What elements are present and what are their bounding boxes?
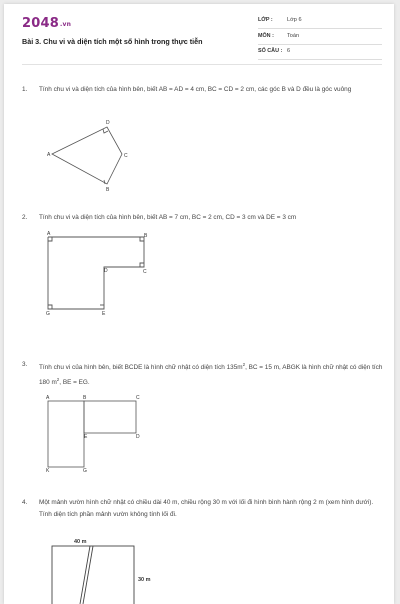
- question-number: 4.: [22, 499, 28, 506]
- label-A: A: [47, 152, 51, 158]
- question-text: Tính chu vi và diện tích của hình bên, biết AB = 7 cm, BC = 2 cm, CD = 3 cm và DE = 3 cm: [39, 214, 297, 221]
- label-E: E: [84, 434, 88, 440]
- path-edge: [80, 546, 90, 604]
- right-angle-mark: [104, 180, 105, 184]
- question-text: Tính chu vi và diện tích của hình bên, biết AB = AD = 4 cm, BC = CD = 2 cm, các góc B và D đều là góc vuông: [39, 86, 352, 93]
- label-B: B: [106, 187, 110, 193]
- superscript: 2: [242, 362, 246, 367]
- figure-4-garden: [52, 546, 134, 604]
- right-angle-mark: [103, 129, 108, 133]
- right-angle-mark: [48, 237, 52, 241]
- label-A: A: [47, 231, 51, 237]
- meta-value-subject: Toán: [287, 33, 300, 39]
- label-G: G: [83, 468, 87, 474]
- label-A: A: [46, 395, 50, 401]
- worksheet-page: [4, 4, 394, 604]
- text-part: Tính chu vi của hình bên, biết BCDE là hình chữ nhật có diện tích 135m: [39, 364, 243, 372]
- label-D: D: [104, 268, 108, 274]
- right-angle-mark: [48, 305, 52, 309]
- meta-label-subject: MÔN :: [258, 33, 274, 39]
- figures-layer: [4, 4, 394, 604]
- question-number: 1.: [22, 86, 28, 93]
- length-label: 40 m: [74, 539, 87, 545]
- meta-label-count: SỐ CÂU :: [258, 48, 283, 54]
- meta-label-class: LỚP :: [258, 17, 273, 23]
- label-C: C: [124, 153, 128, 159]
- meta-value-class: Lớp 6: [287, 17, 302, 23]
- path-edge: [83, 546, 93, 604]
- rectangle-bcde: [84, 401, 136, 433]
- figure-2-l-shape: [48, 237, 144, 309]
- text-part: , BE = EG.: [59, 378, 90, 386]
- meta-value-count: 6: [287, 48, 291, 54]
- logo-text: 2048: [22, 16, 59, 31]
- question-number: 3.: [22, 361, 28, 368]
- rectangle-abgk: [48, 401, 84, 467]
- width-label: 30 m: [138, 577, 151, 583]
- question-text: Một mảnh vườn hình chữ nhật có chiều dài 40 m, chiều rộng 30 m với lối đi hình bình hành rộng 2 m (xem hình dưới). Tính diện tích phần mảnh vườn không tính lối đi.: [39, 499, 374, 518]
- l-shape-outline: [48, 237, 144, 309]
- label-D: D: [106, 120, 110, 126]
- label-B: B: [144, 233, 148, 239]
- figure-3-rectangles: [48, 401, 136, 467]
- kite-shape: [52, 127, 122, 184]
- label-C: C: [143, 269, 147, 275]
- label-G: G: [46, 311, 50, 317]
- label-E: E: [102, 311, 106, 317]
- label-K: K: [46, 468, 50, 474]
- question-number: 2.: [22, 214, 28, 221]
- lesson-title: Bài 3. Chu vi và diện tích một số hình trong thực tiễn: [22, 37, 203, 46]
- label-D: D: [136, 434, 140, 440]
- superscript: 2: [56, 376, 60, 382]
- right-angle-mark: [140, 263, 144, 267]
- logo-suffix: .vn: [59, 21, 72, 28]
- label-B: B: [83, 395, 87, 401]
- label-C: C: [136, 395, 140, 401]
- text-part: , BC = 15 m, ABGK là hình chữ nhật có diện tích 180 m: [39, 364, 383, 386]
- garden-rectangle: [52, 546, 134, 604]
- figure-1-kite: [52, 127, 122, 184]
